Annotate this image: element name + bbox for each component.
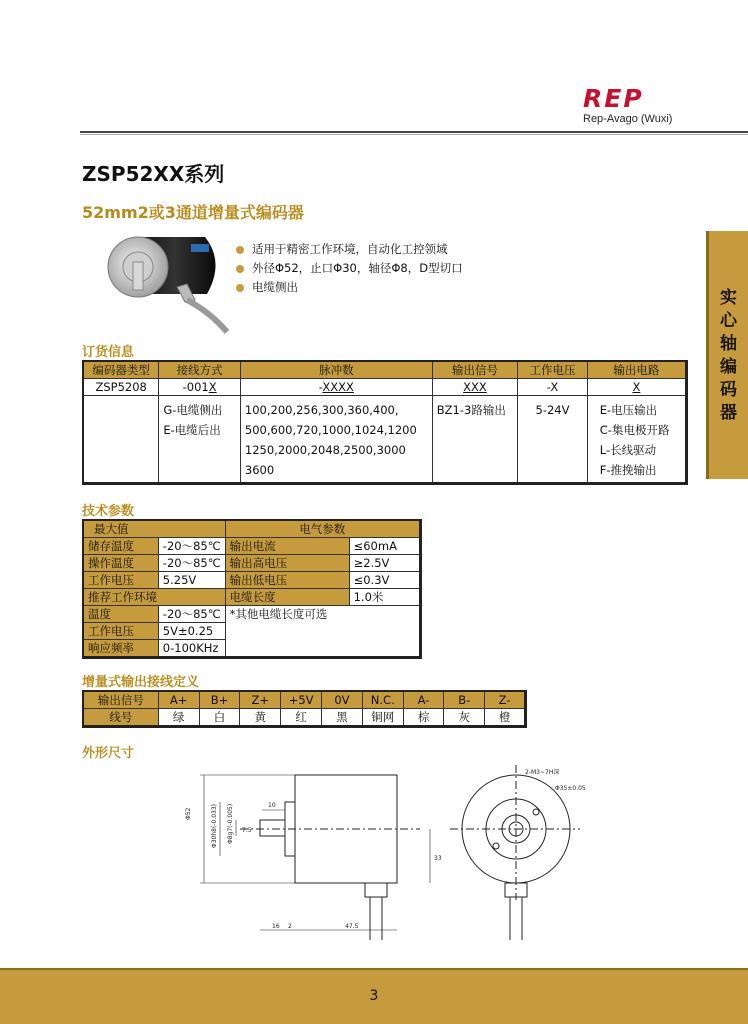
tech-row	[83, 589, 421, 606]
circuit-code	[587, 379, 686, 396]
dim-label: Φ30h8(-0.033)	[211, 803, 218, 848]
side-tab-char: 器	[720, 403, 737, 423]
signal-code	[432, 379, 517, 396]
feature-text: 外径Φ52，止口Φ30，轴径Φ8，D型切口	[252, 261, 463, 275]
circuit-options	[587, 396, 686, 484]
tech-value: 1.0米	[349, 589, 420, 606]
order-header-cell: 脉冲数	[240, 361, 432, 379]
tech-note: *其他电缆长度可选	[225, 606, 420, 658]
order-table	[82, 360, 688, 485]
header-rule-thin	[80, 134, 748, 135]
wiring-signal: +5V	[281, 691, 322, 709]
circuit-option: F-推挽输出	[599, 463, 657, 477]
page-subtitle: 52mm2或3通道增量式编码器	[82, 203, 304, 222]
wire-color: 铜网	[362, 709, 403, 727]
order-code-row	[83, 379, 687, 396]
wiring-option: E-电缆后出	[163, 423, 221, 437]
order-header-cell: 编码器类型	[83, 361, 159, 379]
bullet-icon	[236, 284, 244, 292]
voltage-options	[518, 396, 588, 484]
wire-color: 黄	[240, 709, 281, 727]
pulse-option: 100,200,256,300,360,400,	[244, 403, 399, 417]
wiring-signal: A+	[158, 691, 199, 709]
tech-row	[83, 606, 421, 623]
header-rule	[80, 131, 748, 133]
feature-item	[236, 240, 463, 259]
tech-label: 输出高电压	[225, 555, 349, 572]
signal-options	[432, 396, 517, 484]
wiring-row-label: 线号	[83, 709, 158, 727]
dims-section-title: 外形尺寸	[82, 746, 135, 761]
front-hole	[493, 843, 499, 849]
wiring-signal-row	[83, 691, 526, 709]
feature-text: 电缆侧出	[252, 280, 298, 294]
voltage-code: -X	[518, 379, 588, 396]
wiring-signal: Z+	[240, 691, 281, 709]
bullet-icon	[236, 246, 244, 254]
voltage-option: 5-24V	[535, 403, 570, 417]
side-tab-char: 心	[720, 311, 737, 331]
feature-item	[236, 278, 463, 297]
tech-label: 响应频率	[83, 640, 158, 658]
brand-logo: REP	[583, 84, 644, 113]
pulse-option: 1250,2000,2048,2500,3000	[244, 443, 406, 457]
tech-row	[83, 555, 421, 572]
wiring-signal: N.C.	[362, 691, 403, 709]
tech-label: 温度	[83, 606, 158, 623]
tech-header-row	[83, 520, 421, 538]
side-tab-char: 编	[720, 357, 737, 377]
tech-label: 输出低电压	[225, 572, 349, 589]
tech-label: 电缆长度	[225, 589, 349, 606]
wiring-code	[159, 379, 241, 396]
tech-head-max: 最大值	[83, 520, 225, 538]
order-header-cell: 输出信号	[432, 361, 517, 379]
signal-code-var: XXX	[463, 380, 487, 394]
tech-label: 操作温度	[83, 555, 158, 572]
front-hole	[533, 809, 539, 815]
wiring-signal: Z-	[485, 691, 526, 709]
wiring-signal: A-	[403, 691, 444, 709]
tech-value: -20～85℃	[158, 606, 225, 623]
tech-label: 储存温度	[83, 538, 158, 555]
dim-label: 33	[434, 855, 442, 862]
dim-label: Φ52	[185, 807, 192, 820]
brand-subtitle: Rep-Avago (Wuxi)	[583, 113, 673, 125]
tech-value: ≤60mA	[349, 538, 420, 555]
tech-label: 工作电压	[83, 572, 158, 589]
tech-value: ≤0.3V	[349, 572, 420, 589]
side-gland	[365, 883, 387, 897]
feature-text: 适用于精密工作环境，自动化工控领域	[252, 242, 448, 256]
wire-color: 橙	[485, 709, 526, 727]
pulse-code	[240, 379, 432, 396]
side-tab-char: 实	[720, 288, 737, 308]
dim-label: 7.5	[242, 827, 252, 834]
wiring-signal: B+	[199, 691, 240, 709]
tech-label: 输出电流	[225, 538, 349, 555]
wiring-row-label: 输出信号	[83, 691, 158, 709]
tech-head-electrical: 电气参数	[225, 520, 420, 538]
tech-label: 工作电压	[83, 623, 158, 640]
encoder-product-image	[95, 232, 230, 334]
tech-value: 5.25V	[158, 572, 225, 589]
tech-value: 0-100KHz	[158, 640, 225, 658]
pulse-code-prefix: -	[318, 380, 323, 394]
order-options-row	[83, 396, 687, 484]
dim-label: Φ35±0.05	[555, 785, 586, 792]
signal-option: BZ1-3路输出	[436, 403, 506, 417]
tech-row	[83, 538, 421, 555]
order-header-row	[83, 361, 687, 379]
side-category-tab	[706, 231, 748, 479]
page-title: ZSP52XX系列	[82, 162, 225, 186]
wire-color: 绿	[158, 709, 199, 727]
side-shaft	[260, 820, 285, 836]
tech-row	[83, 572, 421, 589]
circuit-option: L-长线驱动	[599, 443, 657, 457]
tech-value: 5V±0.25	[158, 623, 225, 640]
side-tab-text	[709, 287, 748, 425]
dim-label: 2	[288, 923, 292, 930]
wiring-options	[159, 396, 241, 484]
wire-color: 棕	[403, 709, 444, 727]
pulse-option: 3600	[244, 463, 275, 477]
pulse-options	[240, 396, 432, 484]
wiring-section-title: 增量式输出接线定义	[82, 675, 200, 690]
dim-label: 16	[272, 923, 280, 930]
wiring-signal: B-	[444, 691, 485, 709]
order-section-title: 订货信息	[82, 345, 135, 360]
tech-value: ≥2.5V	[349, 555, 420, 572]
wiring-code-prefix: -001	[182, 380, 209, 394]
side-tab-char: 码	[720, 380, 737, 400]
dimension-drawing	[180, 760, 600, 960]
order-header-cell: 输出电路	[587, 361, 686, 379]
model-code: ZSP5208	[83, 379, 159, 396]
order-header-cell: 接线方式	[159, 361, 241, 379]
dim-label: 2-M3~7H深	[525, 769, 560, 776]
wiring-color-row	[83, 709, 526, 727]
wire-color: 灰	[444, 709, 485, 727]
wire-color: 红	[281, 709, 322, 727]
pulse-option: 500,600,720,1000,1024,1200	[244, 423, 417, 437]
circuit-code-var: X	[632, 380, 641, 394]
dim-label: 47.5	[345, 923, 359, 930]
tech-recommend-label: 推荐工作环境	[83, 589, 225, 606]
wire-color: 白	[199, 709, 240, 727]
page-number: 3	[369, 988, 379, 1004]
tech-value: -20～85℃	[158, 555, 225, 572]
wiring-table	[82, 690, 527, 728]
feature-list	[236, 240, 463, 297]
feature-item	[236, 259, 463, 278]
tech-value: -20～85℃	[158, 538, 225, 555]
wiring-code-var: X	[208, 380, 217, 394]
side-tab-char: 轴	[720, 334, 737, 354]
dim-label: 10	[268, 802, 276, 809]
wire-color: 黑	[322, 709, 363, 727]
wiring-option: G-电缆侧出	[163, 403, 223, 417]
circuit-option: E-电压输出	[599, 403, 658, 417]
order-header-cell: 工作电压	[518, 361, 588, 379]
model-options	[83, 396, 159, 484]
bullet-icon	[236, 265, 244, 273]
tech-section-title: 技术参数	[82, 504, 135, 519]
wiring-signal: 0V	[322, 691, 363, 709]
pulse-code-var: XXXX	[322, 380, 354, 394]
circuit-option: C-集电极开路	[599, 423, 670, 437]
dim-label: Φ8g7(-0.005)	[227, 803, 234, 844]
tech-table	[82, 519, 422, 659]
